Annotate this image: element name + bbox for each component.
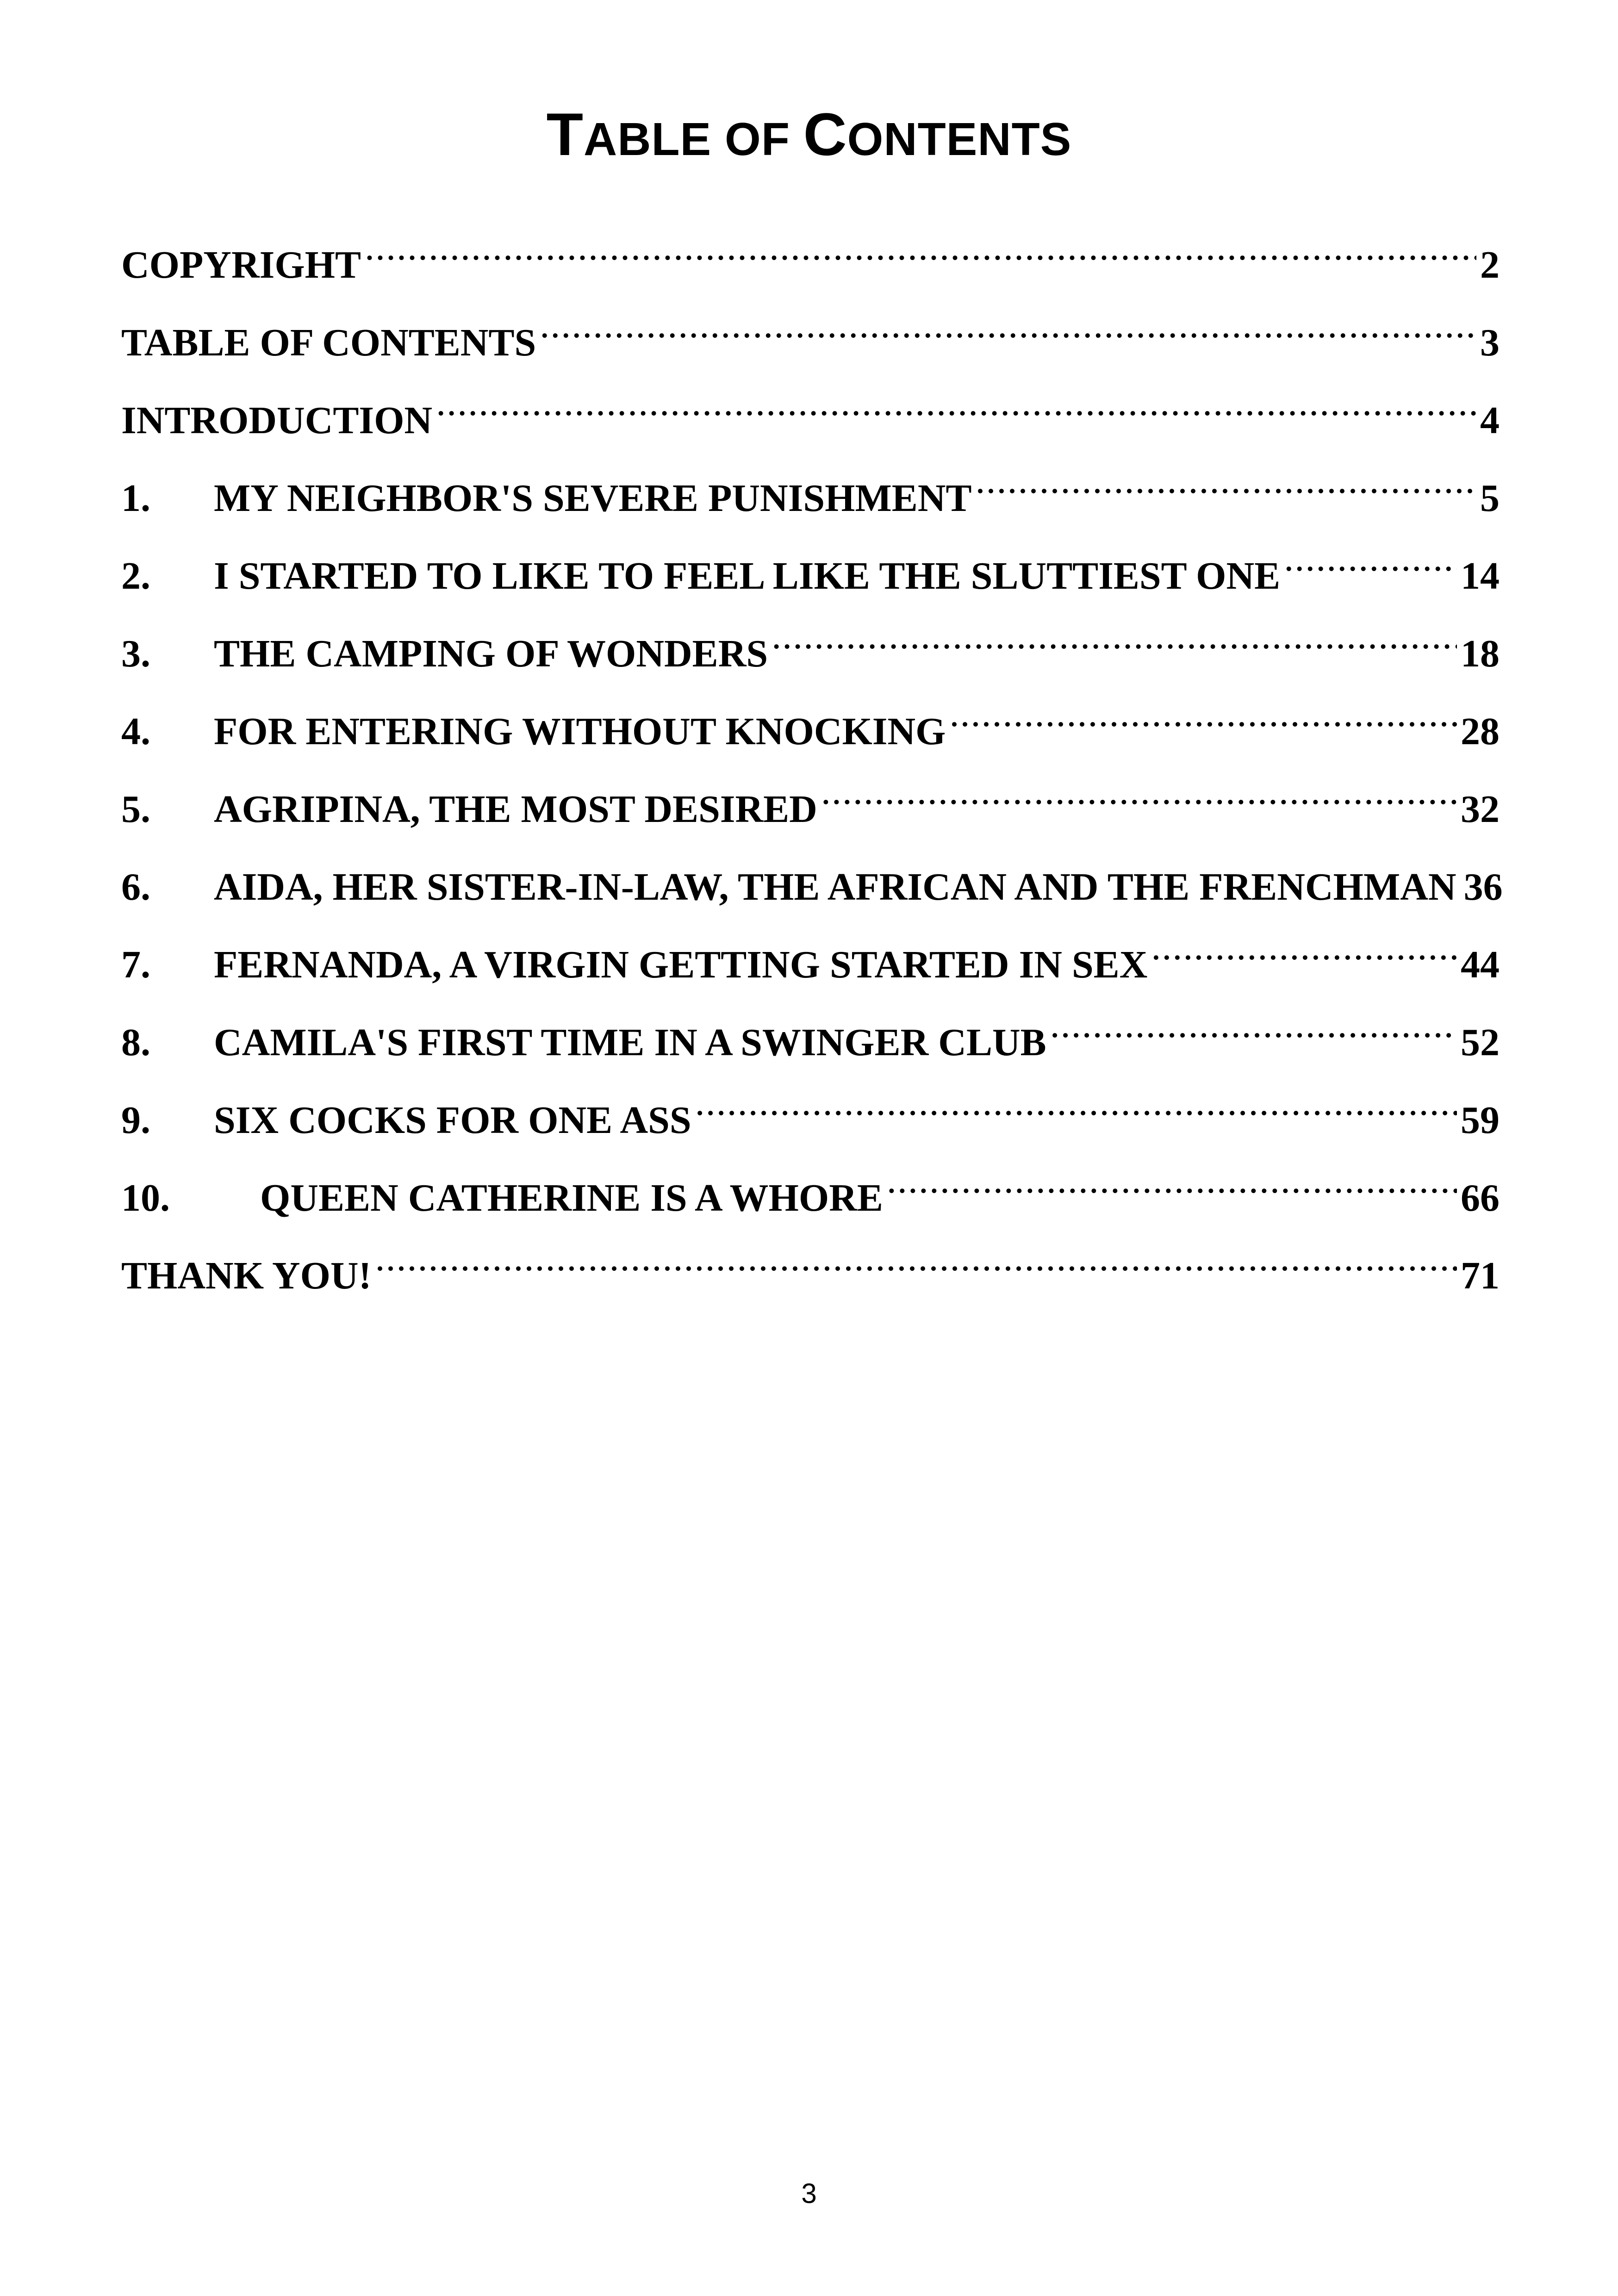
toc-entry-page: 59: [1461, 1099, 1500, 1142]
toc-entry-label: COPYRIGHT: [121, 243, 361, 286]
toc-leader-dots: [975, 465, 1476, 511]
toc-entry-label: INTRODUCTION: [121, 399, 433, 442]
toc-entry-page: 18: [1461, 632, 1500, 675]
toc-entry-label: AIDA, HER SISTER-IN-LAW, THE AFRICAN AND THE FRENCHMAN: [214, 865, 1456, 908]
toc-entry-page: 71: [1461, 1254, 1500, 1297]
toc-entry-page: 66: [1461, 1176, 1500, 1220]
toc-leader-dots: [1050, 1009, 1457, 1055]
toc-entry-page: 5: [1480, 477, 1500, 520]
toc-entry-page: 32: [1461, 788, 1500, 831]
toc-entry-label: I STARTED TO LIKE TO FEEL LIKE THE SLUTTIEST ONE: [214, 554, 1281, 597]
toc-entry-number: 4.: [121, 710, 150, 753]
toc-entry-chapter-6[interactable]: [121, 853, 1503, 931]
page-number: 3: [801, 2178, 817, 2209]
toc-entry-label: THANK YOU!: [121, 1254, 372, 1297]
toc-entry-copyright[interactable]: [121, 231, 1500, 309]
toc-leader-dots: [772, 620, 1457, 666]
toc-entry-number: 9.: [121, 1099, 150, 1142]
toc-leader-dots: [540, 309, 1476, 355]
toc-entry-chapter-10[interactable]: [121, 1164, 1500, 1242]
toc-entry-page: 3: [1480, 321, 1500, 364]
toc-entry-label: THE CAMPING OF WONDERS: [214, 632, 768, 675]
title-rest-1: ABLE OF: [584, 113, 803, 165]
toc-entry-label: QUEEN CATHERINE IS A WHORE: [260, 1176, 883, 1220]
toc-entry-label: TABLE OF CONTENTS: [121, 321, 536, 364]
title-initial-1: T: [546, 100, 584, 168]
toc-entry-chapter-3[interactable]: [121, 620, 1500, 698]
toc-leader-dots: [375, 1242, 1457, 1288]
toc-leader-dots: [1284, 542, 1457, 589]
toc-entry-page: 44: [1461, 943, 1500, 986]
toc-entry-number: 8.: [121, 1021, 150, 1064]
toc-entry-chapter-5[interactable]: [121, 776, 1500, 853]
toc-entry-introduction[interactable]: [121, 387, 1500, 465]
toc-entry-page: 36: [1463, 865, 1503, 908]
toc-entry-label: SIX COCKS FOR ONE ASS: [214, 1099, 691, 1142]
toc-leader-dots: [887, 1164, 1457, 1211]
toc-entry-number: 7.: [121, 943, 150, 986]
toc-entry-number: 1.: [121, 477, 150, 520]
toc-entry-label: FERNANDA, A VIRGIN GETTING STARTED IN SEX: [214, 943, 1148, 986]
title-initial-2: C: [803, 100, 847, 168]
table-of-contents: [121, 231, 1503, 1320]
toc-entry-page: 28: [1461, 710, 1500, 753]
toc-entry-number: 5.: [121, 788, 150, 831]
toc-leader-dots: [695, 1087, 1457, 1133]
toc-entry-chapter-2[interactable]: [121, 542, 1500, 620]
toc-entry-label: MY NEIGHBOR'S SEVERE PUNISHMENT: [214, 477, 972, 520]
toc-entry-chapter-1[interactable]: [121, 465, 1500, 542]
title-rest-2: ONTENTS: [847, 113, 1072, 165]
toc-leader-dots: [436, 387, 1476, 433]
toc-entry-chapter-7[interactable]: [121, 931, 1500, 1009]
toc-entry-page: 2: [1480, 243, 1500, 286]
toc-entry-number: 10.: [121, 1176, 170, 1220]
toc-entry-label: FOR ENTERING WITHOUT KNOCKING: [214, 710, 946, 753]
toc-entry-label: CAMILA'S FIRST TIME IN A SWINGER CLUB: [214, 1021, 1046, 1064]
toc-entry-table-of-contents[interactable]: [121, 309, 1500, 387]
toc-entry-label: AGRIPINA, THE MOST DESIRED: [214, 788, 817, 831]
toc-entry-number: 3.: [121, 632, 150, 675]
toc-entry-chapter-9[interactable]: [121, 1087, 1500, 1164]
toc-entry-number: 6.: [121, 865, 150, 908]
toc-entry-chapter-4[interactable]: [121, 698, 1500, 776]
toc-leader-dots: [365, 231, 1476, 278]
toc-entry-page: 4: [1480, 399, 1500, 442]
toc-entry-page: 52: [1461, 1021, 1500, 1064]
toc-entry-number: 2.: [121, 554, 150, 597]
toc-entry-page: 14: [1461, 554, 1500, 597]
toc-entry-chapter-8[interactable]: [121, 1009, 1500, 1087]
toc-leader-dots: [949, 698, 1457, 744]
page-title: [0, 100, 1618, 174]
toc-leader-dots: [821, 776, 1457, 822]
toc-leader-dots: [1151, 931, 1457, 977]
toc-entry-thank-you[interactable]: [121, 1242, 1500, 1320]
